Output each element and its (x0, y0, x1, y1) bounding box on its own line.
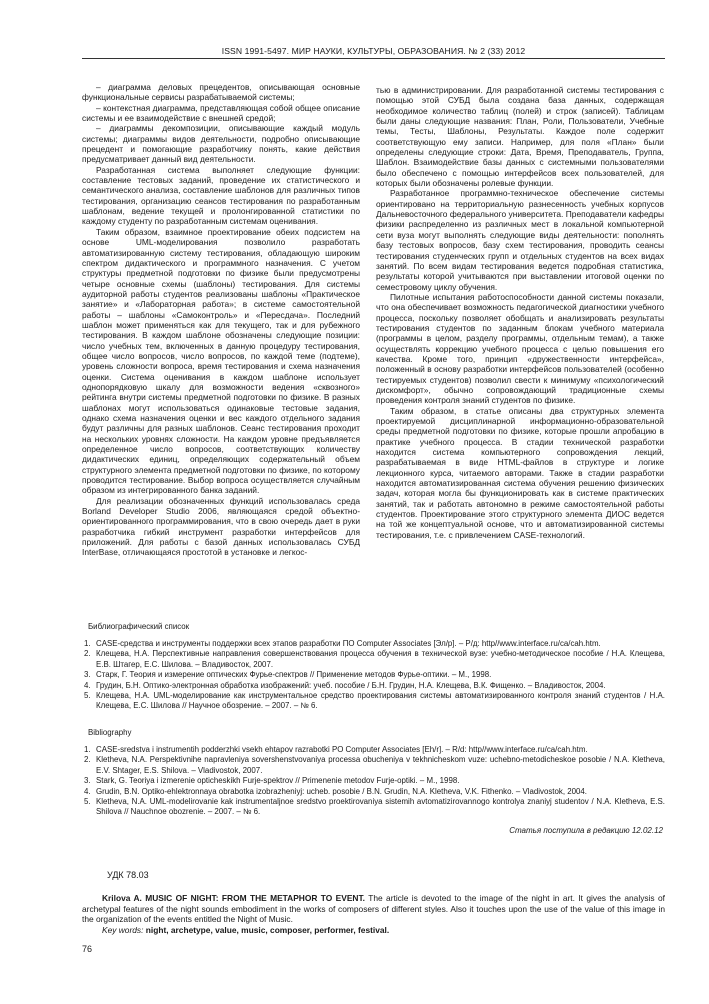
reference-number: 2. (84, 649, 91, 659)
reference-text: Stark, G. Teoriya i izmerenie opticheskikh Furje-spektrov // Primenenie metodov Furje-optiki. – M., 1998. (96, 776, 460, 786)
keywords-value: night, archetype, value, music, composer, performer, festival. (145, 924, 390, 935)
reference-item (84, 787, 665, 797)
reference-text: Grudin, B.N. Optiko-ehlektronnaya obrabotka izobrazheniyj: ucheb. posobie / B.N. Grudin, N.A. Kletheva, V.K. Fithenko. – Vladivostok, 2004. (96, 786, 587, 796)
reference-number: 5. (84, 797, 91, 807)
references-ru-title: Библиографический список (88, 622, 190, 631)
paragraph: Пилотные испытания работоспособности данной системы показали, что она обеспечивает возможность педагогической диагностики учебного процесса, поскольку позволяет обобщать и анализировать результаты тестирования студентов по заданным блокам учебного материала (программы в целом, разделу программы, отдельным темам), а также осуществлять коррекцию учебного процесса с целью повышения его качества. Кроме того, принцип «дружественности интерфейса», положенный в основу разработки интерфейсов пользователей (особенно тестируемых студентов) позволил свести к минимуму «психологический дискомфорт», обычно сопровождающий традиционные схемы проведения контроля знаний студентов по физике. (376, 291, 664, 406)
received-date: Статья поступила в редакцию 12.02.12 (509, 826, 663, 835)
abstract-author-title: Krilova A. MUSIC OF NIGHT: FROM THE METAPHOR TO EVENT. (102, 893, 365, 903)
reference-item (84, 681, 665, 691)
reference-number: 3. (84, 670, 91, 680)
reference-item (84, 691, 665, 712)
right-column (376, 85, 664, 540)
references-en (82, 745, 665, 818)
header-rule (82, 58, 665, 59)
reference-number: 4. (84, 786, 91, 796)
reference-text: Kletheva, N.A. UML-modelirovanie kak instrumentaljnoe sredstvo proektirovaniya sistemih avtomatizirovannogo kontrolya znaniyj studentov / N.A. Kletheva, E.S. Shilova // Nauchnoe obozrenie. – 2007. – № 6. (96, 797, 665, 817)
reference-item (84, 649, 665, 670)
reference-number: 1. (84, 745, 91, 754)
references-en-title: Bibliography (88, 728, 132, 737)
paragraph: Разработанное программно-техническое обеспечение системы ориентировано на территориальную разнесенность учебных корпусов Дальневосточного федерального университета. Преподаватели кафедры физики распределенно из различных мест в локальной компьютерной сети вуза могут выполнять следующие виды деятельности: пополнять базу тестовых вопросов, базу схем тестирования, проводить сеансы тестирования студенческих групп и отдельных студентов на всех видах занятий. По всем видам тестирования ведется подробная статистика, результаты которой учитываются при выставлении итоговой оценки по семестровому циклу обучения. (376, 188, 664, 292)
reference-number: 2. (84, 755, 91, 765)
paragraph: – диаграммы декомпозиции, описывающие каждый модуль системы; диаграммы видов деятельности, подробно описывающие прецедент и помогающие разработчику понять, какие действия предусматривает данный вид деятельности. (82, 123, 360, 165)
paragraph: Разработанная система выполняет следующие функции: составление тестовых заданий, проведение их статистического и семантического анализа, составление шаблонов для различных типов тестирования, организацию сеансов тестирования по разработанным шаблонам, ведение текущей и пролонгированной статистики по каждому студенту по разработанным системам оценивания. (82, 164, 360, 227)
reference-text: Клещева, Н.А. UML-моделирование как инструментальное средство проектирования системы автоматизированного контроля знаний студентов / Н.А. Клещева, Е.С. Шилова // Научное обозрение. – 2007. – № 6. (96, 691, 665, 711)
reference-number: 4. (84, 680, 91, 690)
reference-item (84, 776, 665, 786)
reference-text: Клещева, Н.А. Перспективные направления совершенствования процесса обучения в технической вузе: учебно-методическое пособие / Н.А. Клещева, Е.В. Штагер, Е.С. Шилова. – Владивосток, 2007. (96, 649, 665, 669)
reference-item (84, 755, 665, 776)
english-abstract (82, 893, 665, 935)
reference-text: Грудин, Б.Н. Оптико-электронная обработка изображений: учеб. пособие / Б.Н. Грудин, Н.А. Клещева, В.К. Фищенко. – Владивосток, 2004. (96, 680, 606, 690)
reference-number: 3. (84, 776, 91, 786)
reference-item (84, 639, 665, 649)
paragraph: – диаграмма деловых прецедентов, описывающая основные функциональные сервисы разрабатываемой системы; (82, 82, 360, 103)
reference-number: 1. (84, 639, 91, 648)
reference-text: Старк, Г. Теория и измерение оптических Фурье-спектров // Применение методов Фурье-оптики. – М., 1998. (96, 670, 492, 680)
abstract-text: The article is devoted to the image of the night in art. It gives the analysis of archetypal features of the night sounds embodiment in the works of composers of different styles. Also it touches upon the use of the value of this image in the organization of the events entitled the Night of Music. (82, 893, 665, 925)
paragraph: Таким образом, взаимное проектирование обеих подсистем на основе UML-моделирования позволило разработать автоматизированную систему тестирования, обладающую широким спектром дидактического и программного назначения. С учетом структуры предметной подготовки по физике были предусмотрены четыре основные схемы (шаблоны) тестирования. Для системы аудиторной работы студентов реализованы шаблоны «Практическое занятие» и «Лабораторная работа»; в системе самостоятельной работы – шаблоны «Самоконтроль» и «Пересдача». Последний шаблон может применяться как для текущего, так и для рубежного тестирования. В каждом шаблоне обозначены следующие позиции: число учебных тем, включенных в данную процедуру тестирования, общее число вопросов, число вопросов, по каждой теме (подтеме), уровень сложности вопроса, время тестирования и схема назначения оценки. Система оценивания в каждом шаблоне использует однопорядковую шкалу для возможности ведения «сквозного» рейтинга внутри системы предметной подготовки по физике. В разных шаблонах могут использоваться одинаковые тестовые задания, однако схема назначения оценки и вес каждого отдельного задания будут различны для разных шаблонов. Сеанс тестирования проходит на нескольких уровнях сложности. На каждом уровне предъявляется определенное число вопросов, соответствующих количеству дидактических единиц, определяющих содержательный объем структурного элемента предметной подготовки по физике, по которому проводится тестирование. Выбор вопроса осуществляется случайным образом из интегрированного банка заданий. (82, 226, 360, 496)
page-number: 76 (82, 944, 93, 954)
abstract-paragraph (82, 893, 665, 925)
keywords-label: Key words (102, 924, 142, 935)
paragraph: тью в администрировании. Для разработанной системы тестирования с помощью этой СУБД была создана база данных, содержащая необходимое количество таблиц (полей) и строк (записей). Таблицам были даны следующие названия: План, Роли, Пользователи, Учебные темы, Тесты, Шаблоны, Результаты. Каждое поле содержит соответствующую ему записи. Например, для поля «План» были определены следующие строки: Дата, Время, Преподаватель, Группа, Шаблон. Взаимодействие базы данных с системными пользователями было обеспечено с помощью интерфейсов всех пользователей, для которых были обозначены ролевые функции. (376, 85, 664, 189)
reference-text: Kletheva, N.A. Perspektivnihe napravleniya sovershenstvovaniya processa obucheniya v tekhnicheskom vuze: uchebno-metodicheskoe posobie / N.A. Kletheva, E.V. Shtager, E.S. Shilova. – Vladivostok, 2007. (96, 755, 665, 775)
running-header: ISSN 1991-5497. МИР НАУКИ, КУЛЬТУРЫ, ОБРАЗОВАНИЯ. № 2 (33) 2012 (221, 46, 526, 56)
reference-item (84, 745, 665, 755)
left-column (82, 82, 360, 558)
references-ru (82, 639, 665, 712)
keywords-line: Key words: night, archetype, value, music, composer, performer, festival. (102, 924, 390, 935)
reference-item (84, 670, 665, 680)
reference-text: CASE-sredstva i instrumentih podderzhki vsekh ehtapov razrabotki PO Computer Associates [Eh/r]. – R/d: http//www.interface.ru/ca/cah.htm. (96, 745, 588, 754)
paragraph: Для реализации обозначенных функций использовалась среда Borland Developer Studio 2006, являющаяся средой объектно-ориентированного программирования, что в свою очередь дает в руки разработчика гибкий инструмент разработки интерфейсов для приложений. Для работы с базой данных использовалась СУБД InterBase, отличающаяся простотой в установке и легкос- (82, 495, 360, 558)
reference-number: 5. (84, 691, 91, 701)
udk-code: УДК 78.03 (107, 870, 149, 880)
paragraph: – контекстная диаграмма, представляющая собой общее описание системы и ее взаимодействие с внешней средой; (82, 102, 360, 124)
reference-item (84, 797, 665, 818)
paragraph: Таким образом, в статье описаны два структурных элемента проектируемой дисциплинарной информационно-образовательной среды предметной подготовки по физике, которые прошли апробацию в практике учебного процесса. В стадии технической разработки находится система компьютерного сопровождения лекций, разрабатываемая в виде HTML-файлов в структуре и логике лекционного курса, читаемого авторами. Также в стадии разработки находится автоматизированная система обучения решению физических задач, которая могла бы функционировать как в системе практических занятий, так и работать автономно в режиме самостоятельной работы студентов. Проектирование этого структурного элемента ДИОС ведется на той же концептуальной основе, что и автоматизированной системы тестирования, т.е. с привлечением CASE-технологий. (376, 405, 664, 540)
reference-text: CASE-средства и инструменты поддержки всех этапов разработки ПО Computer Associates [Эл/р]. – Р/д: http//www.interface.ru/ca/cah.htm. (96, 639, 601, 648)
